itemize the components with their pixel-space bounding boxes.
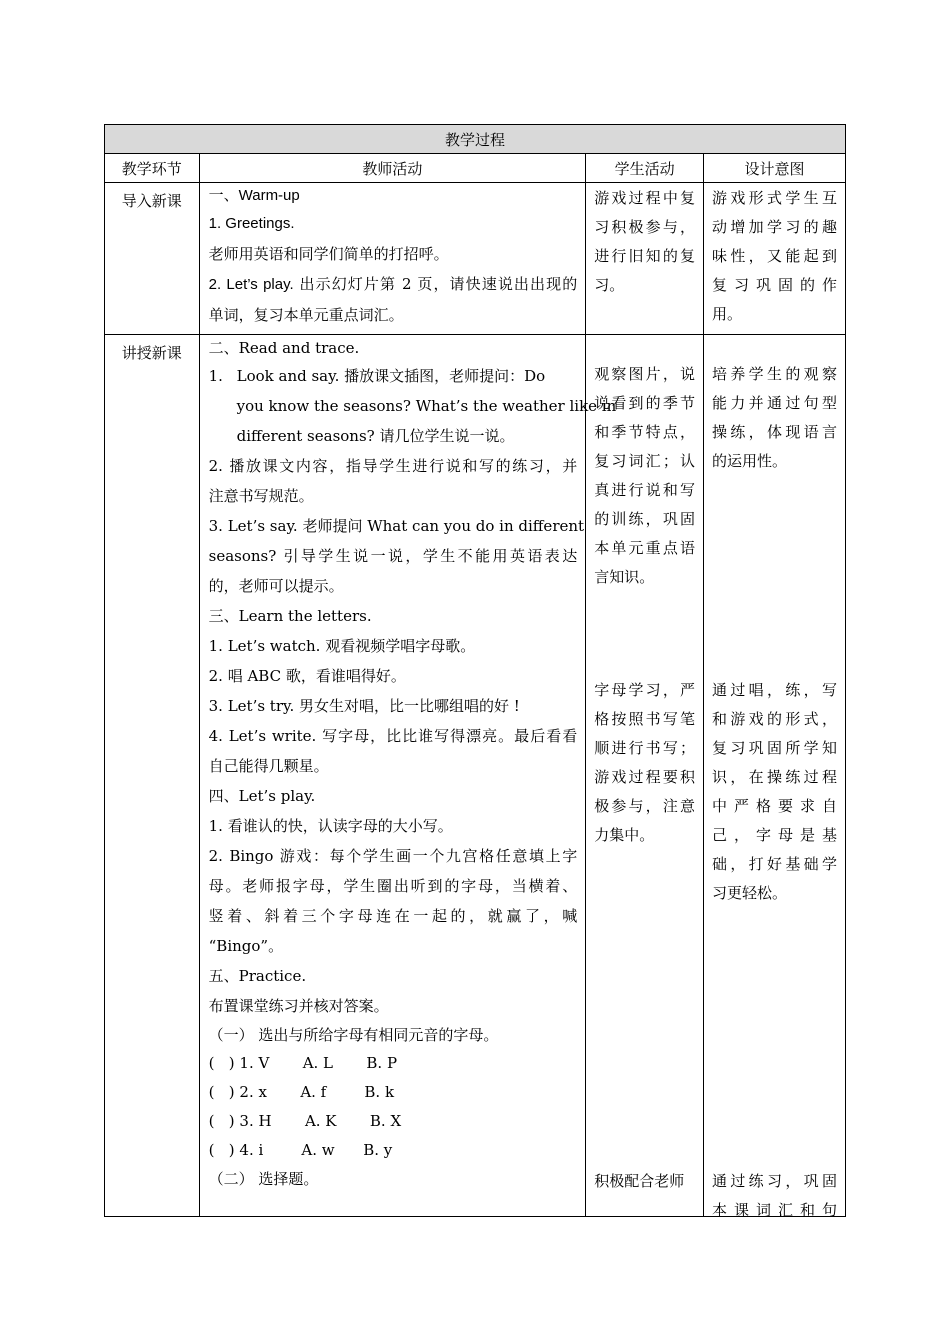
student-line: 顺进行书写； bbox=[594, 739, 695, 757]
intent-line: 和游戏的形式， bbox=[712, 710, 837, 728]
section-practice: 五、Practice. bbox=[208, 967, 307, 985]
stage-new-lesson: 讲授新课 bbox=[105, 335, 200, 1217]
section-read-trace: 二、Read and trace. bbox=[208, 339, 360, 357]
student-line: 言知识。 bbox=[594, 568, 655, 586]
letters-line: 3. Let’s try. 男女生对唱，比一比哪组唱的好 ! bbox=[208, 697, 520, 715]
question-1: ( ) 1. V A. L B. P bbox=[208, 1054, 398, 1072]
student-line: 积极配合老师 bbox=[594, 1172, 685, 1190]
lets-play-desc: 出示幻灯片第 2 页，请快速说出出现的 bbox=[293, 275, 578, 293]
intent-block-practice bbox=[712, 1167, 837, 1225]
student-block-practice bbox=[594, 1167, 695, 1196]
student-line: 和季节特点， bbox=[594, 423, 695, 441]
look-and-say-line-1 bbox=[200, 361, 586, 391]
lets-say-line-1: 3. Let’s say. 老师提问 What can you do in different bbox=[208, 517, 585, 535]
header-teacher-activity: 教师活动 bbox=[199, 154, 586, 183]
table-title: 教学过程 bbox=[105, 125, 846, 154]
item-number: 1. bbox=[208, 367, 223, 385]
teaching-process-table bbox=[104, 124, 846, 1217]
question-2: ( ) 2. x A. f B. k bbox=[208, 1083, 395, 1101]
table-row-warmup bbox=[105, 183, 846, 335]
student-line: 游戏过程要积 bbox=[594, 768, 695, 786]
greetings-line: 1. Greetings. bbox=[208, 215, 295, 232]
play-line: 竖着、斜着三个字母连在一起的，就赢了，喊 bbox=[208, 907, 578, 925]
intent-line: 本 课 词 汇 和 句 bbox=[712, 1201, 837, 1219]
student-line: 习积极参与， bbox=[594, 218, 695, 236]
intent-line: 味性，又能起到 bbox=[712, 247, 837, 265]
intent-block-read bbox=[712, 360, 837, 476]
intent-block-letters bbox=[712, 676, 837, 908]
letters-line: 1. Let’s watch. 观看视频学唱字母歌。 bbox=[208, 637, 476, 655]
intent-line: 游戏形式学生互 bbox=[712, 189, 837, 207]
intent-line: 己 ， 字 母 是 基 bbox=[712, 826, 837, 844]
student-line: 观察图片，说 bbox=[594, 365, 695, 383]
intent-line: 培养学生的观察 bbox=[712, 365, 837, 383]
lets-say-line-3: 的，老师可以提示。 bbox=[208, 577, 344, 595]
student-line: 说看到的季节 bbox=[594, 394, 695, 412]
student-line: 本单元重点语 bbox=[594, 539, 695, 557]
intent-line: 识，在操练过程 bbox=[712, 768, 837, 786]
play-line: 2. Bingo 游戏：每个学生画一个九宫格任意填上字 bbox=[208, 847, 578, 865]
intent-line: 的运用性。 bbox=[712, 452, 788, 470]
item2-line-1: 2. 播放课文内容，指导学生进行说和写的练习，并 bbox=[208, 457, 578, 475]
intent-line: 习更轻松。 bbox=[712, 884, 788, 902]
student-line: 复习词汇；认 bbox=[594, 452, 695, 470]
letters-line: 2. 唱 ABC 歌，看谁唱得好。 bbox=[208, 667, 406, 685]
header-design-intent: 设计意图 bbox=[704, 154, 846, 183]
student-block-read bbox=[594, 360, 695, 592]
greetings-desc: 老师用英语和同学们简单的打招呼。 bbox=[208, 245, 449, 263]
table-row-new-lesson bbox=[105, 335, 846, 1217]
lesson-table-container bbox=[104, 124, 846, 1217]
practice-part1-title: （一） 选出与所给字母有相同元音的字母。 bbox=[208, 1026, 499, 1044]
student-line: 的训练，巩固 bbox=[594, 510, 695, 528]
question-4: ( ) 4. i A. w B. y bbox=[208, 1141, 393, 1159]
play-line: 1. 看谁认的快，认读字母的大小写。 bbox=[208, 817, 453, 835]
header-stage: 教学环节 bbox=[105, 154, 200, 183]
item2-line-2: 注意书写规范。 bbox=[208, 487, 314, 505]
section-learn-letters: 三、Learn the letters. bbox=[208, 607, 372, 625]
student-line: 游戏过程中复 bbox=[594, 189, 695, 207]
intent-line: 操练，体现语言 bbox=[712, 423, 837, 441]
practice-intro: 布置课堂练习并核对答案。 bbox=[208, 997, 389, 1015]
student-line: 格按照书写笔 bbox=[594, 710, 695, 728]
intent-line: 通过练习，巩固 bbox=[712, 1172, 837, 1190]
intent-line: 复习巩固所学知 bbox=[712, 739, 837, 757]
header-student-activity: 学生活动 bbox=[586, 154, 704, 183]
student-line: 极参与，注意 bbox=[594, 797, 695, 815]
intent-line: 础，打好基础学 bbox=[712, 855, 837, 873]
practice-part2-title: （二） 选择题。 bbox=[208, 1170, 319, 1188]
design-intent-new-lesson bbox=[704, 335, 846, 1217]
stage-warmup: 导入新课 bbox=[105, 183, 200, 335]
play-line: 母。老师报字母，学生圈出听到的字母，当横着、 bbox=[208, 877, 578, 895]
look-and-say-line-2: you know the seasons? What’s the weather like in bbox=[236, 397, 617, 415]
intent-line: 复 习 巩 固 的 作 bbox=[712, 276, 837, 294]
intent-line: 用。 bbox=[712, 305, 743, 323]
lets-play-line: 2. Let’s play. 出示幻灯片第 2 页，请快速说出出现的 bbox=[208, 275, 578, 293]
teacher-activity-warmup bbox=[199, 183, 586, 335]
student-block-letters bbox=[594, 676, 695, 850]
letters-line: 自己能得几颗星。 bbox=[208, 757, 329, 775]
lets-say-line-2: seasons? 引导学生说一说，学生不能用英语表达 bbox=[208, 547, 578, 565]
section-lets-play: 四、Let’s play. bbox=[208, 787, 316, 805]
student-activity-new-lesson bbox=[586, 335, 704, 1217]
student-line: 习。 bbox=[594, 276, 625, 294]
intent-line: 通过唱，练，写 bbox=[712, 681, 837, 699]
lets-play-desc-2: 单词，复习本单元重点词汇。 bbox=[208, 306, 404, 324]
student-activity-warmup bbox=[586, 183, 704, 335]
design-intent-warmup bbox=[704, 183, 846, 335]
teacher-activity-new-lesson bbox=[199, 335, 617, 1217]
intent-line: 动增加学习的趣 bbox=[712, 218, 837, 236]
look-and-say-text: Look and say. 播放课文插图，老师提问：Do bbox=[236, 367, 546, 385]
student-line: 真进行说和写 bbox=[594, 481, 695, 499]
intent-line: 能力并通过句型 bbox=[712, 394, 837, 412]
intent-line: 中 严 格 要 求 自 bbox=[712, 797, 837, 815]
student-line: 进行旧知的复 bbox=[594, 247, 695, 265]
play-line: “Bingo”。 bbox=[208, 937, 284, 955]
student-line: 字母学习，严 bbox=[594, 681, 695, 699]
look-and-say-line-3: different seasons? 请几位学生说一说。 bbox=[236, 427, 515, 445]
section-warmup-title: 一、Warm-up bbox=[208, 187, 300, 204]
question-3: ( ) 3. H A. K B. X bbox=[208, 1112, 402, 1130]
letters-line: 4. Let’s write. 写字母，比比谁写得漂亮。最后看看 bbox=[208, 727, 578, 745]
student-line: 力集中。 bbox=[594, 826, 655, 844]
